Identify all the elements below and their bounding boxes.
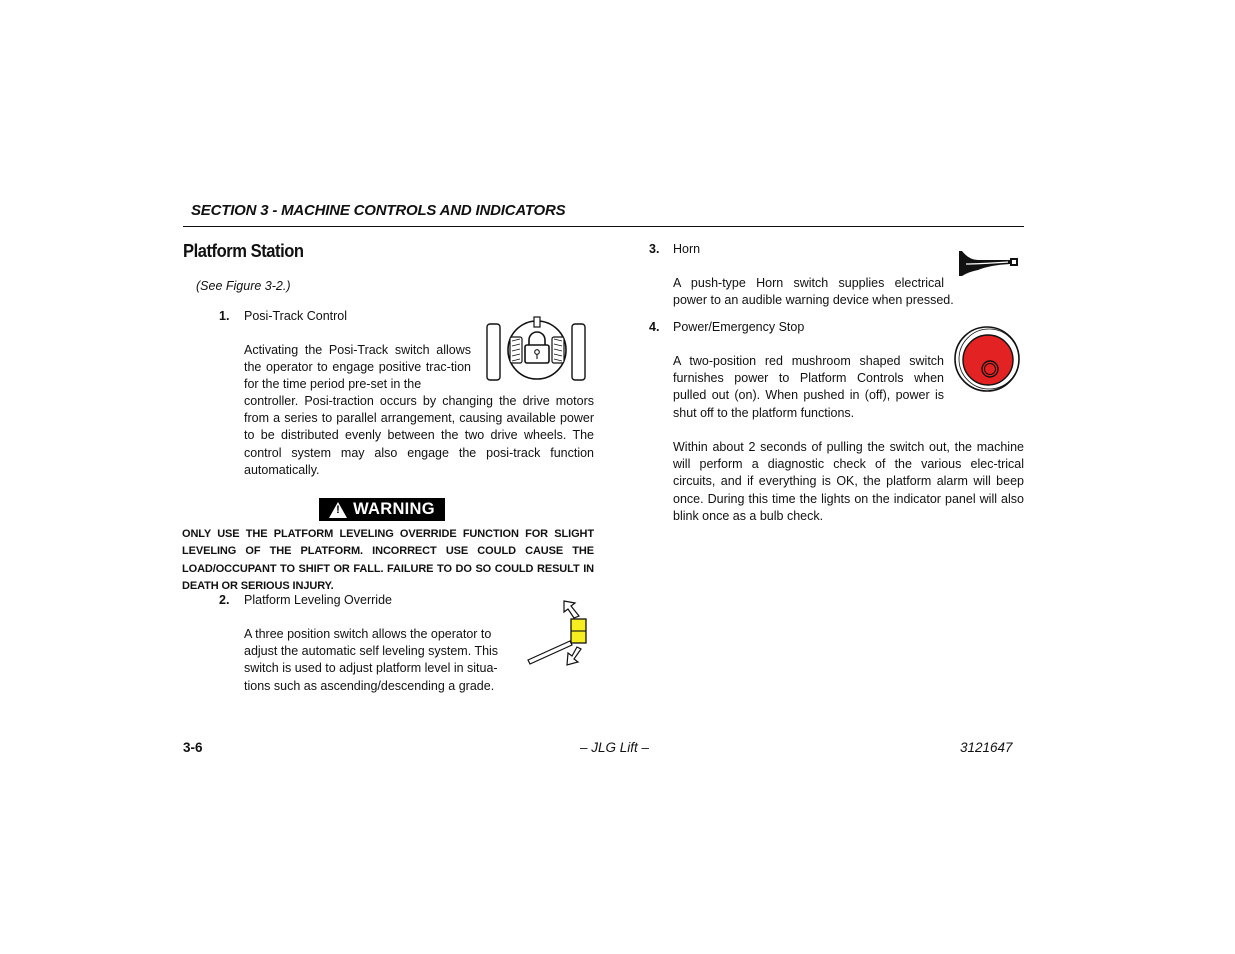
footer-center: – JLG Lift – [580, 740, 650, 755]
item-2-body: A three position switch allows the operator to adjust the automatic self leveling system. This switch is used to adjust platform level in situa-tions such as ascending/descending a grade. [244, 627, 499, 693]
item-2-title: Platform Leveling Override [244, 593, 392, 607]
leveling-switch-icon [524, 598, 590, 670]
item-1-body: controller. Posi-traction occurs by changing the drive motors from a series to parallel arrangement, causing available power to be distributed evenly between the two drive wheels. The control system may also engage the posi-track function automatically. [244, 394, 594, 477]
item-1-body-wrapped: Activating the Posi-Track switch allows the operator to engage positive trac-tion for the time period pre-set in the [244, 343, 471, 392]
item-4-body: A two-position red mushroom shaped switch furnishes power to Platform Controls when pulled out (on). When pushed in (off), power is shut off to the platform functions. [673, 354, 944, 420]
document-number: 3121647 [960, 740, 1013, 755]
item-2-number: 2. [219, 593, 230, 607]
item-4-number: 4. [649, 320, 660, 334]
horn-icon [956, 248, 1022, 280]
item-4-body-2: Within about 2 seconds of pulling the switch out, the machine will perform a diagnostic check of the various elec-trical circuits, and if everything is OK, the platform alarm will beep once. During this time the lights on the indicator panel will also blink once as a bulb check. [673, 440, 1024, 523]
warning-text: ONLY USE THE PLATFORM LEVELING OVERRIDE FUNCTION FOR SLIGHT LEVELING OF THE PLATFORM. INCORRECT USE COULD CAUSE THE LOAD/OCCUPANT TO SHIFT OR FALL. FAILURE TO DO SO COULD RESULT IN DEATH OR SERIOUS INJURY. [182, 528, 594, 592]
warning-badge [319, 498, 445, 521]
item-1-title: Posi-Track Control [244, 309, 348, 323]
warning-label: WARNING [353, 500, 435, 518]
section-title: SECTION 3 - MACHINE CONTROLS AND INDICATORS [191, 202, 566, 219]
item-3-body-wrapped: A push-type Horn switch supplies electrical [673, 276, 944, 290]
item-3-number: 3. [649, 242, 660, 256]
item-3-title: Horn [673, 242, 701, 256]
item-3-body: power to an audible warning device when pressed. [673, 293, 954, 307]
figure-reference: (See Figure 3-2.) [196, 279, 291, 293]
posi-track-icon [484, 316, 590, 384]
emergency-stop-icon [953, 325, 1021, 393]
warning-triangle-icon: ! [329, 502, 347, 518]
item-1-number: 1. [219, 309, 230, 323]
page-heading: Platform Station [183, 241, 304, 261]
header-divider [183, 226, 1024, 227]
item-4-title: Power/Emergency Stop [673, 320, 805, 334]
page-number: 3-6 [183, 740, 203, 755]
